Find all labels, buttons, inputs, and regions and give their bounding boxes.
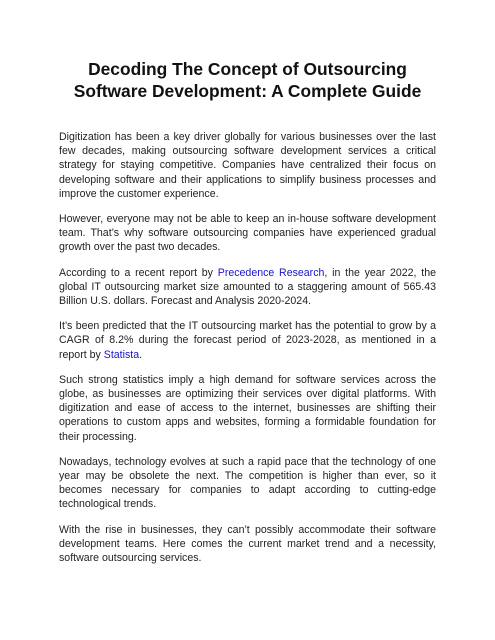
- paragraph-4-lead: It’s been predicted that the IT outsourcing market has the potential to grow by a CAGR of 8.2% during the forecast period of 2023-2028, as mentioned in a report by: [59, 320, 436, 361]
- paragraph-4-rest: .: [139, 348, 143, 361]
- document-body: [59, 130, 436, 576]
- statista-link[interactable]: Statista: [103, 348, 140, 361]
- paragraph-2: However, everyone may not be able to keep an in-house software development team. That’s why software outsourcing companies have experienced gradual growth over the past two decades.: [59, 213, 436, 254]
- document-title: Decoding The Concept of Outsourcing Software Development: A Complete Guide: [73, 59, 422, 101]
- precedence-research-link[interactable]: Precedence Research: [217, 266, 325, 279]
- paragraph-6: Nowadays, technology evolves at such a rapid pace that the technology of one year may be obsolete the next. The competition is higher than ever, so it becomes necessary for companies to adapt according to cutting-edge technological trends.: [59, 455, 436, 511]
- paragraph-3-lead: According to a recent report by: [59, 266, 218, 279]
- paragraph-5: Such strong statistics imply a high demand for software services across the globe, as businesses are optimizing their services over digital platforms. With digitization and ease of access to the internet, businesses are shifting their operations to custom apps and websites, forming a formidable foundation for their processing.: [59, 373, 436, 443]
- paragraph-3-rest: , in the year 2022, the global IT outsourcing market size amounted to a staggering amount of 565.43 Billion U.S. dollars. Forecast and Analysis 2020-2024.: [59, 266, 436, 308]
- paragraph-1: Digitization has been a key driver globally for various businesses over the last few decades, making outsourcing software development services a critical strategy for staying competitive. Companies have centralized their focus on developing software and their applications to simplify business processes and improve the customer experience.: [59, 131, 436, 200]
- paragraph-3: [59, 266, 436, 309]
- paragraph-4: [59, 319, 436, 362]
- paragraph-7: With the rise in businesses, they can’t possibly accommodate their software development teams. Here comes the current market trend and a necessity, software outsourcing services.: [59, 523, 436, 565]
